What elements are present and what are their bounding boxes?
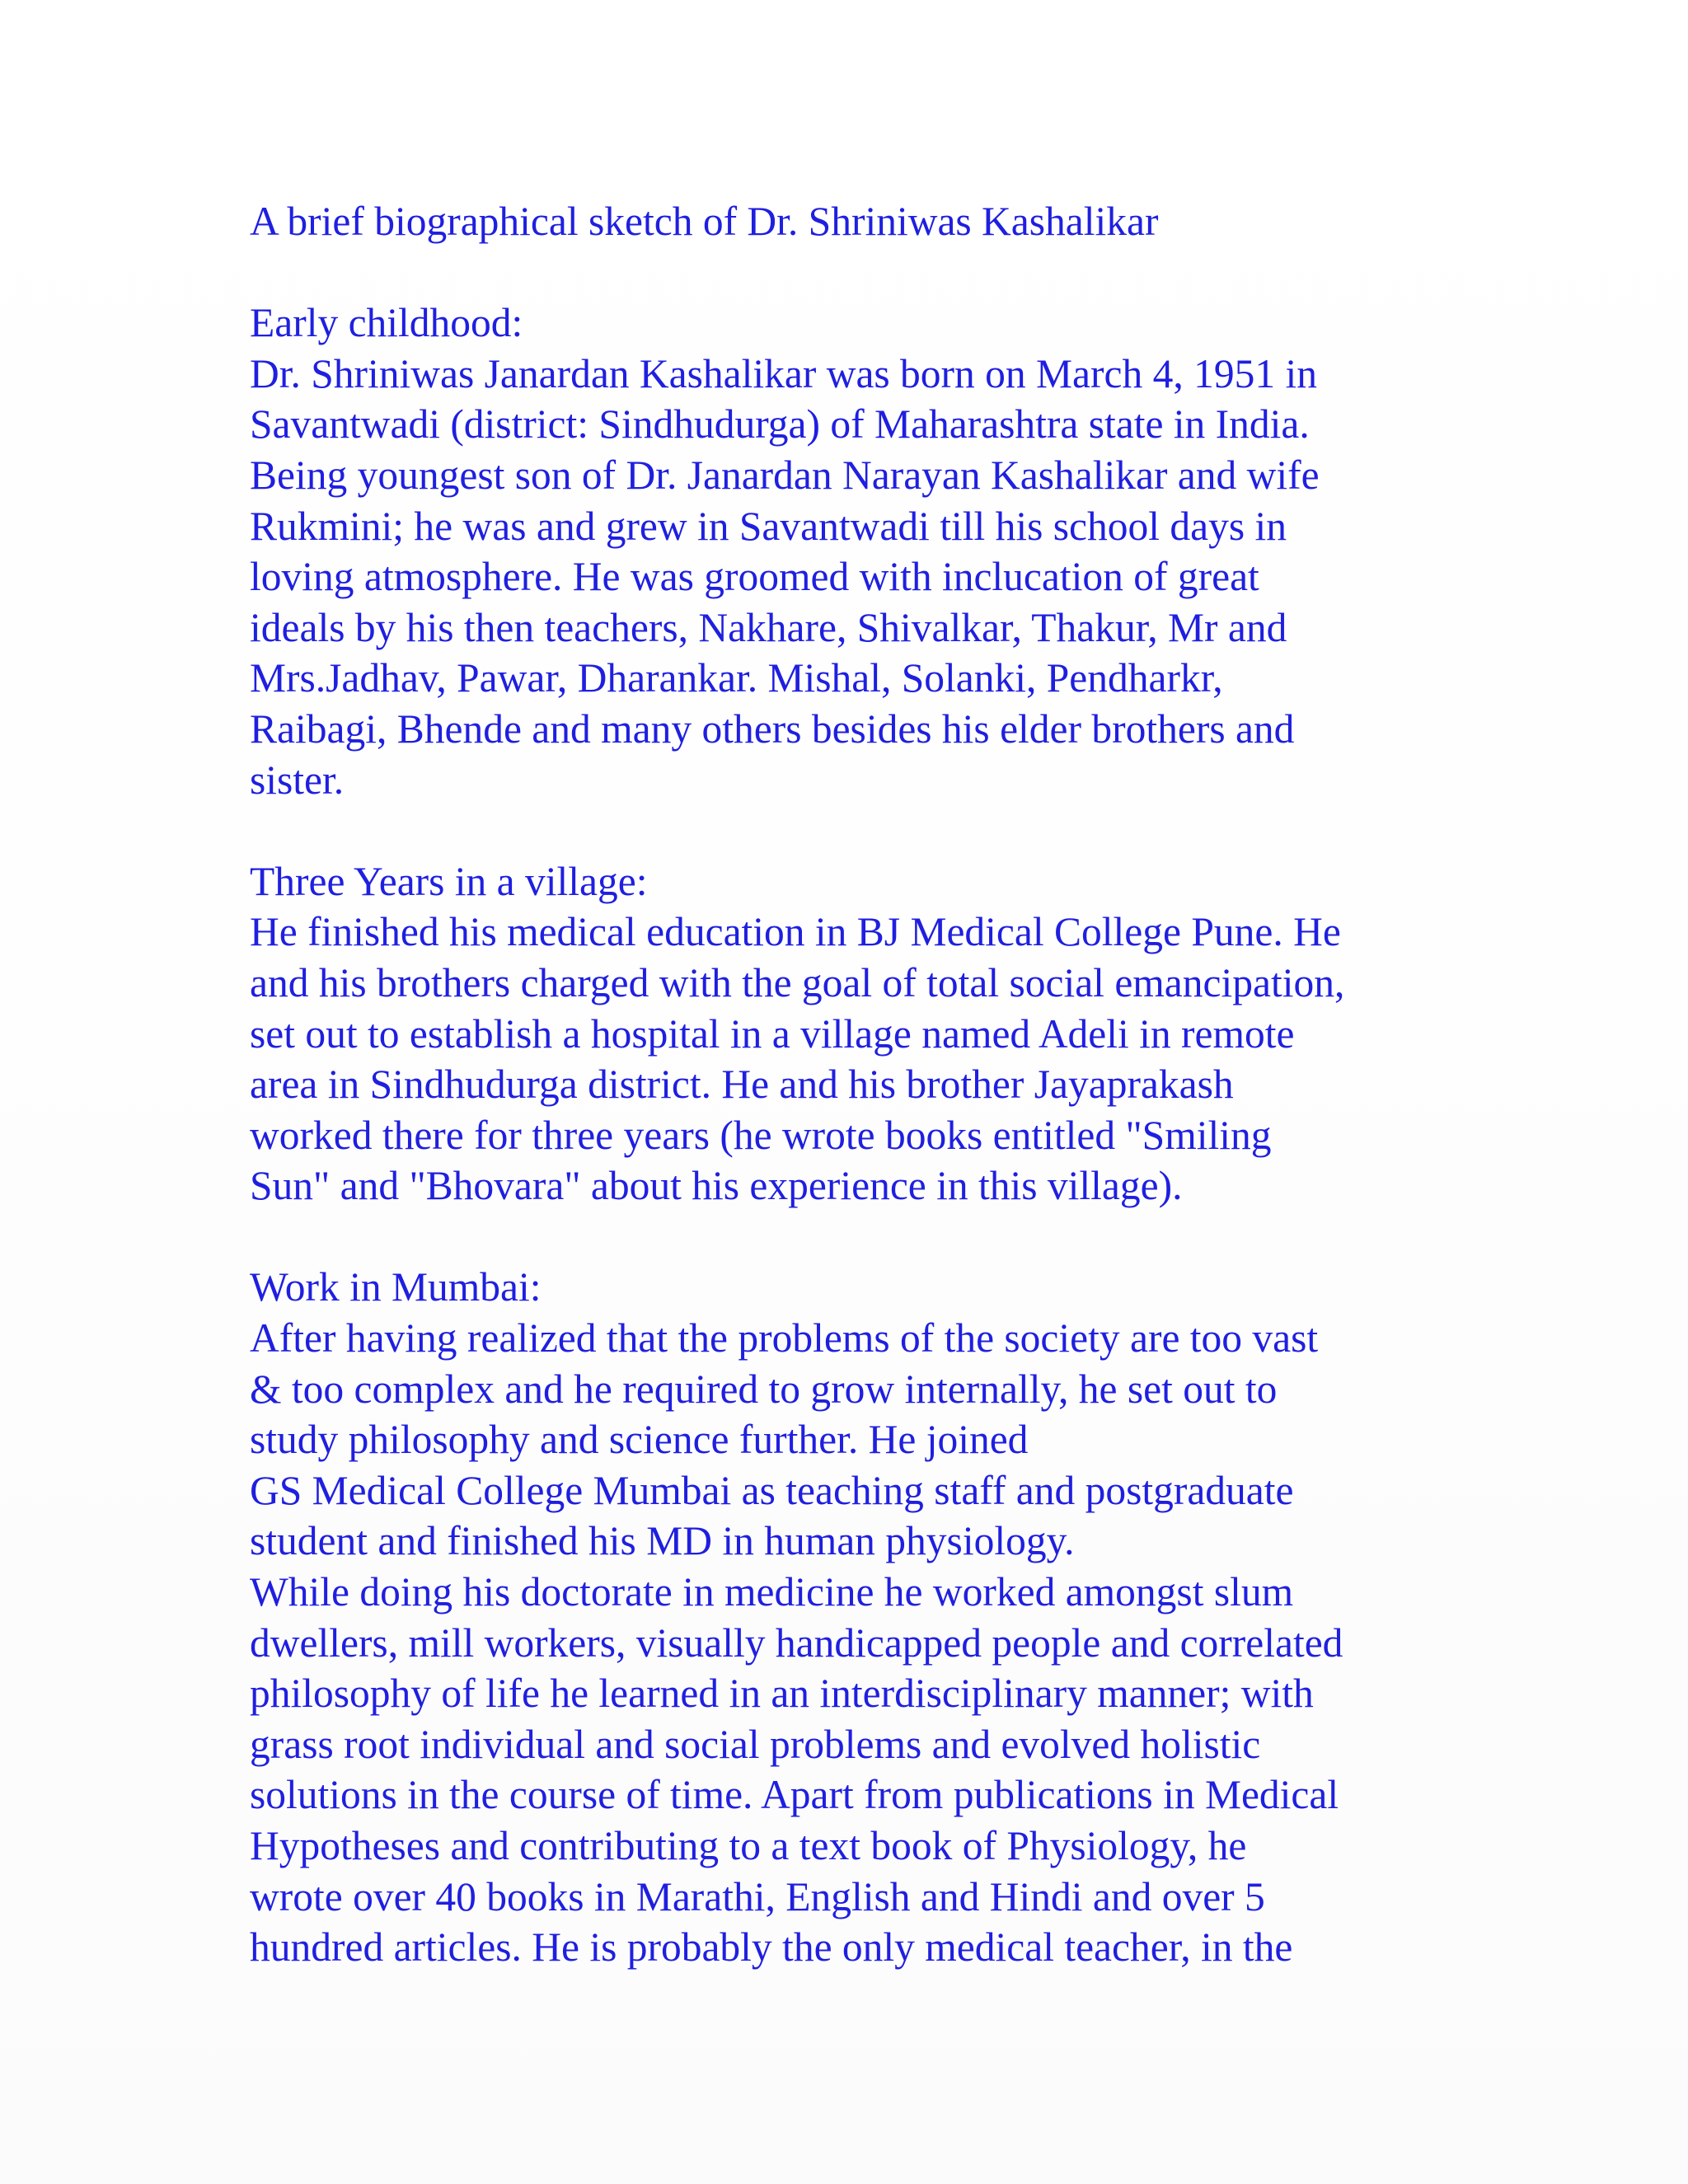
paragraph-line: Rukmini; he was and grew in Savantwadi till his school days in	[250, 503, 1287, 549]
paragraph-line: & too complex and he required to grow internally, he set out to	[250, 1366, 1278, 1412]
paragraph-line: sister.	[250, 757, 345, 803]
paragraph-line: set out to establish a hospital in a village named Adeli in remote	[250, 1010, 1295, 1057]
paragraph-line: grass root individual and social problems and evolved holistic	[250, 1721, 1261, 1767]
paragraph-line: Raibagi, Bhende and many others besides his elder brothers and	[250, 705, 1295, 752]
spacer	[250, 805, 1453, 856]
paragraph-line: Sun" and "Bhovara" about his experience in this village).	[250, 1163, 1183, 1209]
paragraph-line: Mrs.Jadhav, Pawar, Dharankar. Mishal, Solanki, Pendharkr,	[250, 655, 1223, 701]
paragraph-line: While doing his doctorate in medicine he worked amongst slum	[250, 1569, 1294, 1615]
section-heading: Early childhood:	[250, 300, 523, 346]
paragraph-line: solutions in the course of time. Apart from publications in Medical	[250, 1772, 1339, 1818]
paragraph-line: study philosophy and science further. He joined	[250, 1417, 1029, 1463]
spacer	[250, 247, 1453, 298]
paragraph-line: hundred articles. He is probably the only medical teacher, in the	[250, 1924, 1293, 1971]
document-title: A brief biographical sketch of Dr. Shriniwas Kashalikar	[250, 199, 1159, 244]
paragraph-line: ideals by his then teachers, Nakhare, Shivalkar, Thakur, Mr and	[250, 604, 1287, 650]
paragraph-line: wrote over 40 books in Marathi, English and Hindi and over 5	[250, 1873, 1265, 1919]
paragraph-line: Savantwadi (district: Sindhudurga) of Maharashtra state in India.	[250, 401, 1310, 448]
paragraph-line: loving atmosphere. He was groomed with inclucation of great	[250, 554, 1259, 600]
section-three-years-village	[250, 856, 1453, 1212]
paragraph-line: student and finished his MD in human physiology.	[250, 1518, 1075, 1564]
section-heading: Work in Mumbai:	[250, 1264, 542, 1310]
section-early-childhood	[250, 298, 1453, 805]
spacer	[250, 1212, 1453, 1263]
paragraph-line: and his brothers charged with the goal of total social emancipation,	[250, 959, 1345, 1005]
section-work-in-mumbai	[250, 1262, 1453, 1972]
paragraph-line: dwellers, mill workers, visually handicapped people and correlated	[250, 1619, 1343, 1666]
paragraph-line: worked there for three years (he wrote books entitled "Smiling	[250, 1112, 1272, 1158]
paragraph-line: GS Medical College Mumbai as teaching staff and postgraduate	[250, 1467, 1294, 1513]
paragraph-line: philosophy of life he learned in an interdisciplinary manner; with	[250, 1671, 1314, 1717]
document-body	[250, 196, 1453, 1973]
paragraph-line: He finished his medical education in BJ Medical College Pune. He	[250, 909, 1341, 955]
paragraph-line: After having realized that the problems of the society are too vast	[250, 1315, 1319, 1361]
paragraph-line: Dr. Shriniwas Janardan Kashalikar was born on March 4, 1951 in	[250, 350, 1317, 396]
paragraph-line: Being youngest son of Dr. Janardan Narayan Kashalikar and wife	[250, 452, 1320, 498]
paragraph-line: area in Sindhudurga district. He and his brother Jayaprakash	[250, 1062, 1234, 1108]
paragraph-line: Hypotheses and contributing to a text book of Physiology, he	[250, 1823, 1247, 1868]
section-heading: Three Years in a village:	[250, 858, 648, 904]
